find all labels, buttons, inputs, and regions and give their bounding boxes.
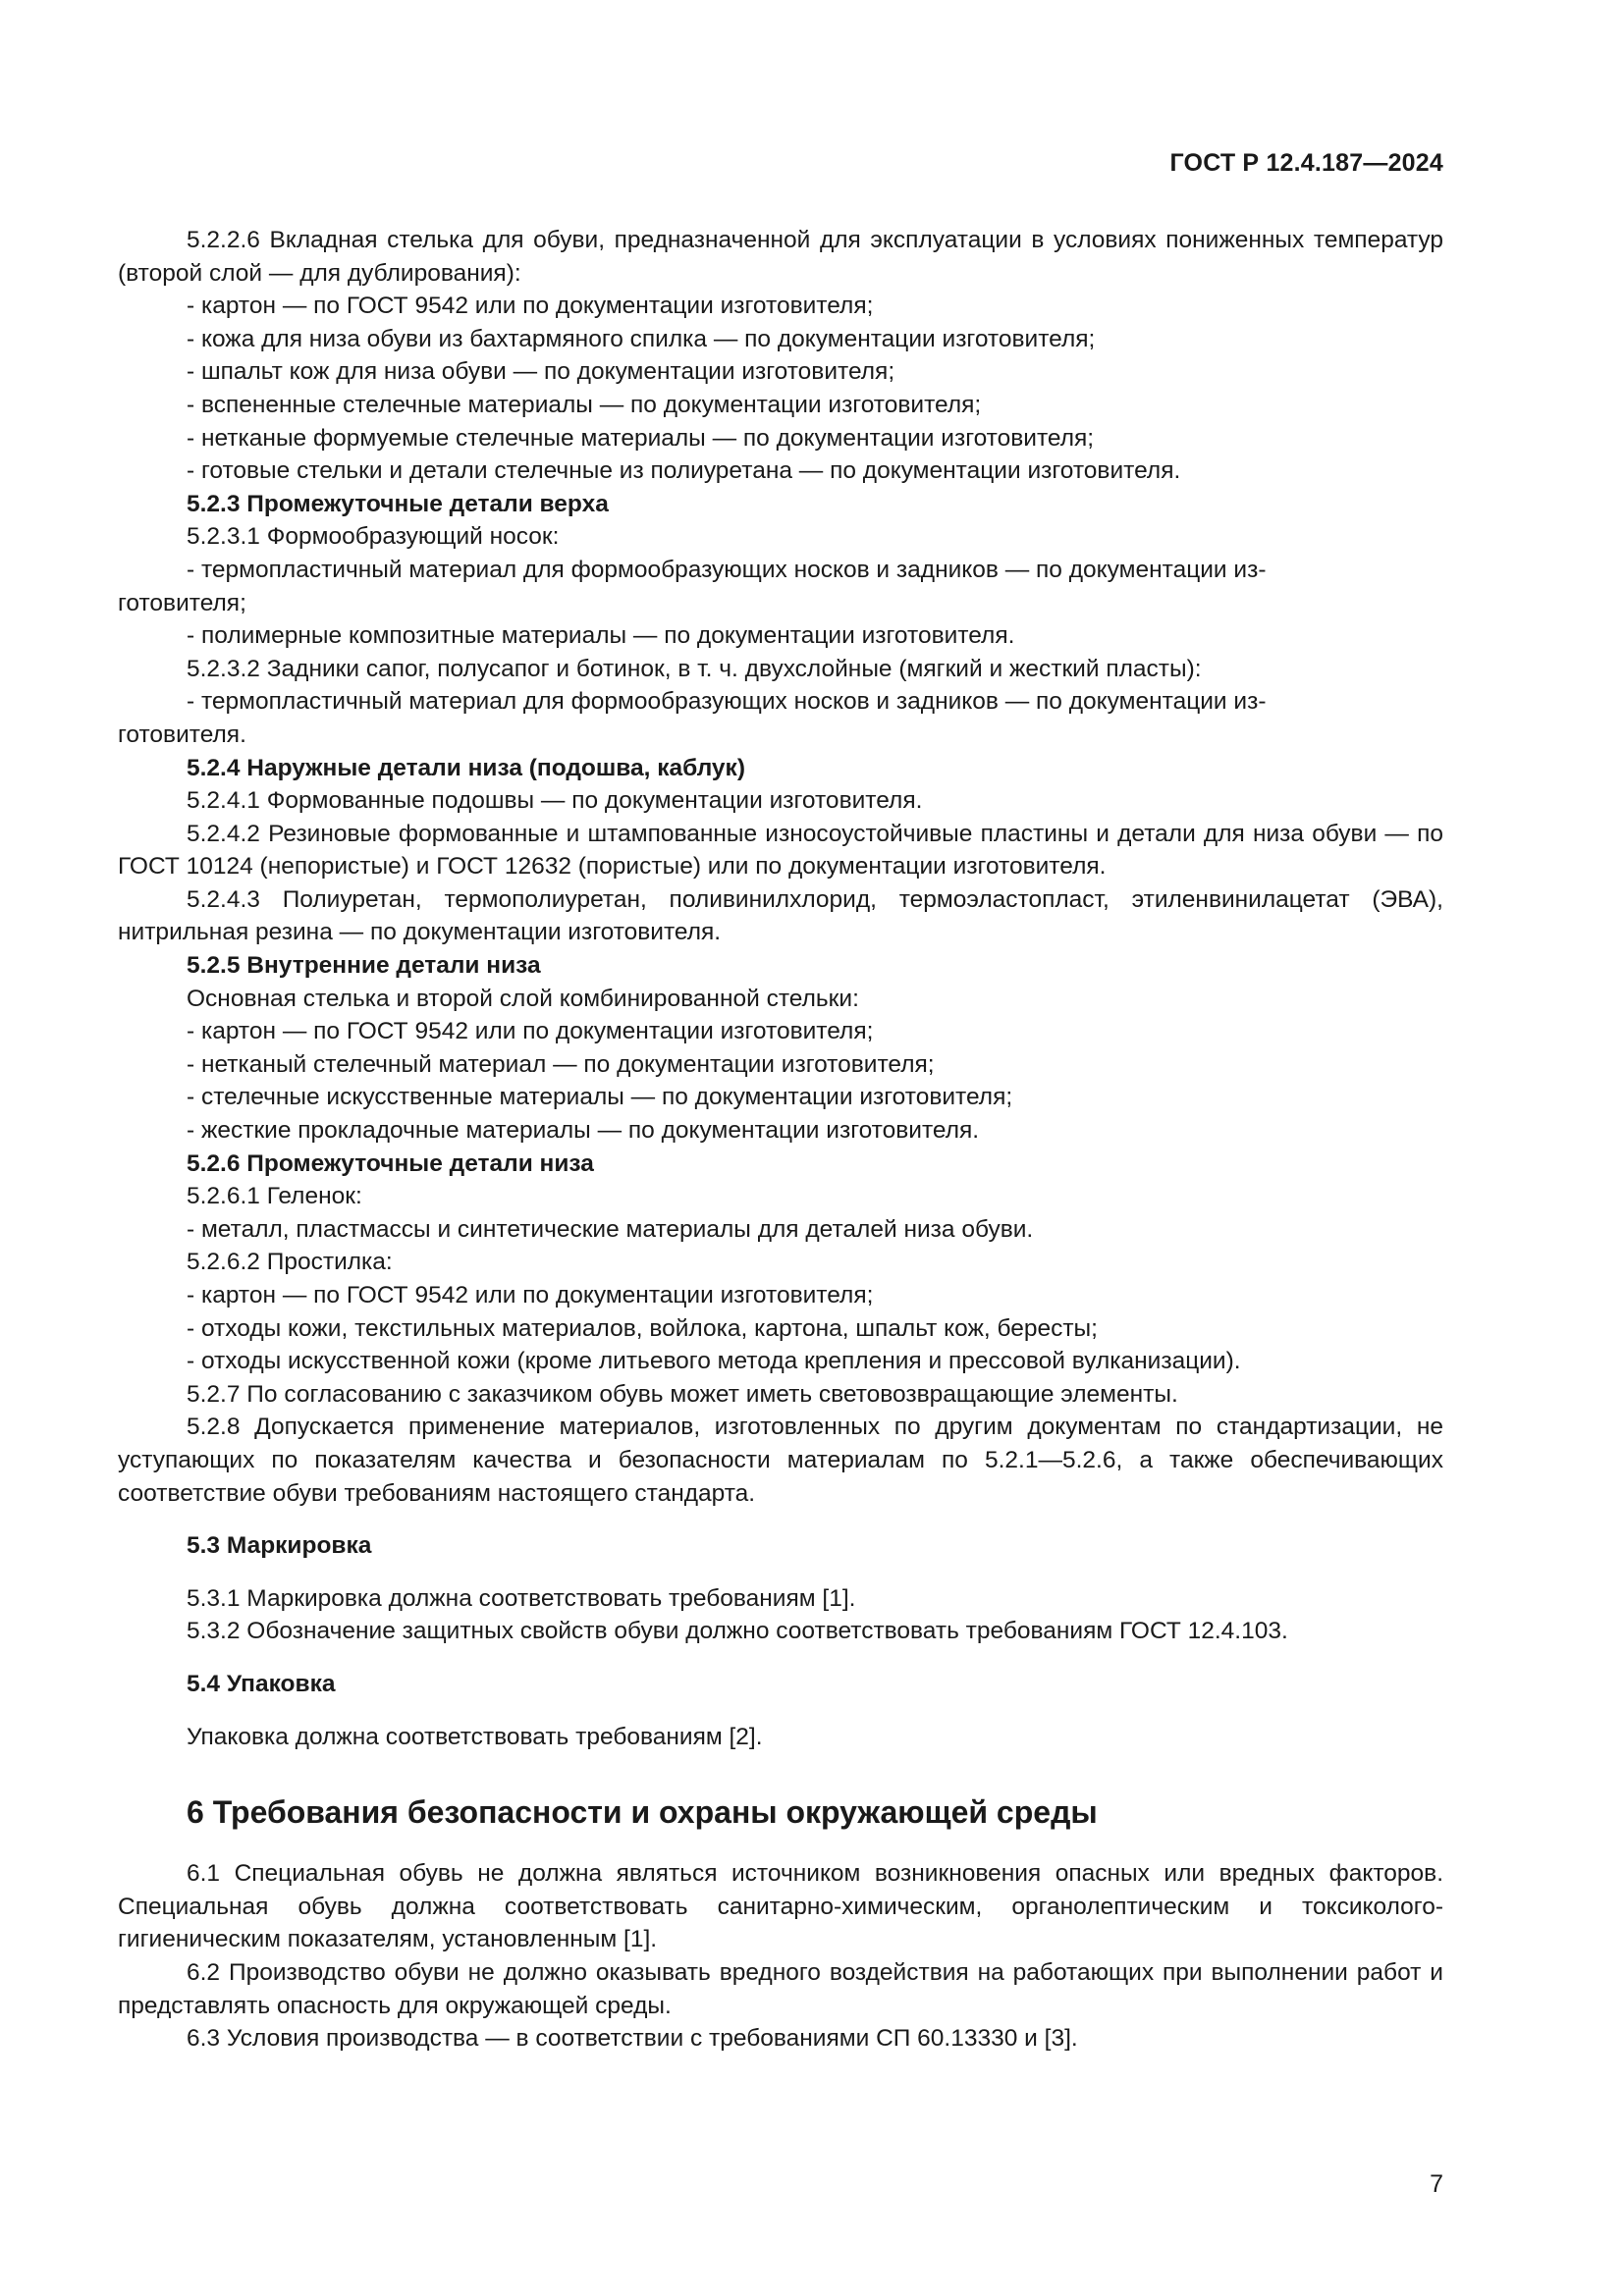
- heading-5-2-4: 5.2.4 Наружные детали низа (подошва, каблук): [187, 754, 745, 781]
- heading-5-2-6: 5.2.6 Промежуточные детали низа: [187, 1149, 594, 1177]
- list-item: - картон — по ГОСТ 9542 или по документации изготовителя;: [187, 293, 874, 320]
- list-item: - шпальт кож для низа обуви — по документации изготовителя;: [187, 358, 895, 386]
- list-item: - готовые стельки и детали стелечные из полиуретана — по документации изготовителя.: [187, 457, 1181, 485]
- list-item: - отходы кожи, текстильных материалов, войлока, картона, шпальт кож, бересты;: [187, 1314, 1098, 1342]
- list-item-continuation: готовителя.: [118, 721, 246, 748]
- heading-5-3: 5.3 Маркировка: [187, 1532, 372, 1560]
- paragraph-5-3-2: 5.3.2 Обозначение защитных свойств обуви должно соответствовать требованиям ГОСТ 12.4.103.: [187, 1618, 1288, 1645]
- paragraph-5-2-7: 5.2.7 По согласованию с заказчиком обувь может иметь световозвращающие элементы.: [187, 1380, 1178, 1408]
- list-item: - термопластичный материал для формообразующих носков и задников — по документации из-: [187, 556, 1267, 583]
- paragraph-5-2-4-1: 5.2.4.1 Формованные подошвы — по документации изготовителя.: [187, 787, 923, 815]
- heading-5-2-5: 5.2.5 Внутренние детали низа: [187, 952, 541, 980]
- list-item: - жесткие прокладочные материалы — по документации изготовителя.: [187, 1117, 980, 1145]
- list-item: - нетканый стелечный материал — по документации изготовителя;: [187, 1050, 935, 1078]
- paragraph-5-2-4-2: 5.2.4.2 Резиновые формованные и штампованные износоустойчивые пластины и детали для низа обуви — по ГОСТ 10124 (непористые) и ГОСТ 12632 (пористые) или по документации изготовителя.: [118, 820, 1443, 881]
- list-item: - картон — по ГОСТ 9542 или по документации изготовителя;: [187, 1282, 874, 1308]
- paragraph-5-3-1: 5.3.1 Маркировка должна соответствовать требованиям [1].: [187, 1584, 856, 1612]
- list-item: - стелечные искусственные материалы — по документации изготовителя;: [187, 1084, 1013, 1111]
- document-body: [118, 224, 1443, 2056]
- list-item: - кожа для низа обуви из бахтармяного спилка — по документации изготовителя;: [187, 325, 1096, 352]
- paragraph-5-2-4-3: 5.2.4.3 Полиуретан, термополиуретан, поливинилхлорид, термоэластопласт, этиленвинилацетат (ЭВА), нитрильная резина — по документации изготовителя.: [118, 885, 1443, 946]
- paragraph-5-2-6-2: 5.2.6.2 Простилка:: [187, 1249, 393, 1276]
- paragraph-5-2-3-1: 5.2.3.1 Формообразующий носок:: [187, 523, 560, 551]
- document-code-header: ГОСТ Р 12.4.187—2024: [1169, 149, 1443, 177]
- list-item: - нетканые формуемые стелечные материалы — по документации изготовителя;: [187, 424, 1095, 452]
- list-item: - металл, пластмассы и синтетические материалы для деталей низа обуви.: [187, 1215, 1034, 1243]
- list-item: - термопластичный материал для формообразующих носков и задников — по документации из-: [187, 688, 1267, 716]
- list-item: - вспененные стелечные материалы — по документации изготовителя;: [187, 391, 982, 418]
- heading-5-4: 5.4 Упаковка: [187, 1670, 336, 1697]
- paragraph-5-2-6-1: 5.2.6.1 Геленок:: [187, 1183, 362, 1210]
- paragraph-5-2-8: 5.2.8 Допускается применение материалов, изготовленных по другим документам по стандартизации, не уступающих по показателям качества и безопасности материалам по 5.2.1—5.2.6, а также обеспечивающих соответствие обуви требованиям настоящего стандарта.: [118, 1414, 1443, 1507]
- heading-5-2-3: 5.2.3 Промежуточные детали верха: [187, 490, 609, 517]
- list-item: - картон — по ГОСТ 9542 или по документации изготовителя;: [187, 1018, 874, 1045]
- page-number: 7: [1430, 2170, 1443, 2198]
- list-item: - полимерные композитные материалы — по документации изготовителя.: [187, 622, 1015, 650]
- heading-section-6: 6 Требования безопасности и охраны окружающей среды: [187, 1794, 1098, 1831]
- list-item: - отходы искусственной кожи (кроме литьевого метода крепления и прессовой вулканизации).: [187, 1348, 1241, 1375]
- paragraph-insole: Основная стелька и второй слой комбинированной стельки:: [187, 985, 859, 1012]
- paragraph-6-1: 6.1 Специальная обувь не должна являться источником возникновения опасных или вредных факторов. Специальная обувь должна соответствовать санитарно-химическим, органолептическим и токсиколого-гигиеническим показателям, установленным [1].: [118, 1860, 1443, 1953]
- paragraph-6-3: 6.3 Условия производства — в соответствии с требованиями СП 60.13330 и [3].: [187, 2025, 1078, 2053]
- paragraph-packaging: Упаковка должна соответствовать требованиям [2].: [187, 1723, 763, 1750]
- list-item-continuation: готовителя;: [118, 589, 246, 616]
- paragraph-6-2: 6.2 Производство обуви не должно оказывать вредного воздействия на работающих при выполнении работ и представлять опасность для окружающей среды.: [118, 1958, 1443, 2019]
- paragraph-5-2-3-2: 5.2.3.2 Задники сапог, полусапог и ботинок, в т. ч. двухслойные (мягкий и жесткий пласты):: [187, 655, 1202, 682]
- paragraph-5-2-2-6: 5.2.2.6 Вкладная стелька для обуви, предназначенной для эксплуатации в условиях пониженных температур (второй слой — для дублирования):: [118, 227, 1443, 287]
